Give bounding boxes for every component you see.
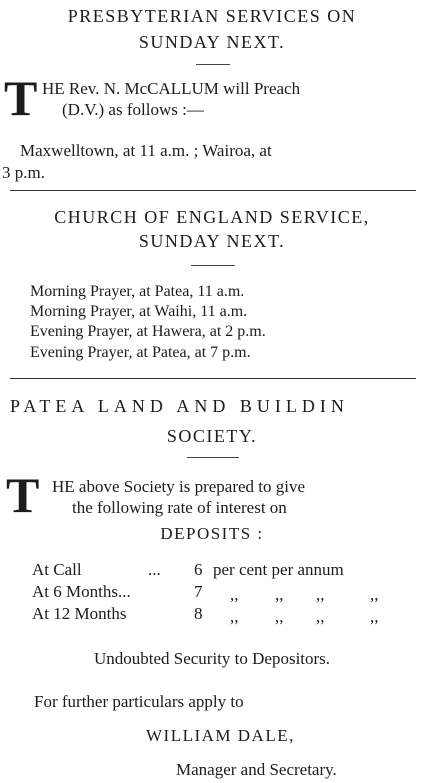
ditto-mark: ,,: [230, 607, 239, 626]
drop-cap: T: [6, 467, 40, 523]
ditto-mark: ,,: [275, 607, 284, 626]
ditto-mark: ,,: [316, 585, 325, 604]
presbyterian-heading-line1: PRESBYTERIAN SERVICES ON: [67, 6, 357, 26]
rate-term: At Call: [32, 560, 82, 579]
service-line: Morning Prayer, at Patea, 11 a.m.: [30, 283, 245, 300]
ditto-mark: ,,: [275, 585, 284, 604]
rate-dots: ...: [148, 560, 161, 579]
ditto-mark: ,,: [316, 607, 325, 626]
ditto-mark: ,,: [370, 585, 379, 604]
presbyterian-line3: Maxwelltown, at 11 a.m. ; Wairoa, at: [20, 141, 272, 160]
presbyterian-heading-line2: SUNDAY NEXT.: [138, 32, 286, 52]
manager-title: Manager and Secretary.: [176, 760, 337, 779]
rate-term: At 12 Months: [32, 604, 127, 623]
deposits-label: DEPOSITS :: [160, 524, 264, 543]
service-line: Morning Prayer, at Waihi, 11 a.m.: [30, 303, 248, 320]
presbyterian-line2: (D.V.) as follows :—: [62, 100, 204, 119]
ditto-mark: ,,: [230, 585, 239, 604]
society-line1: HE above Society is prepared to give: [52, 477, 306, 496]
section-rule: [10, 378, 416, 379]
short-divider: [187, 457, 239, 458]
society-heading-line2: SOCIETY.: [166, 426, 258, 446]
drop-cap: T: [4, 70, 38, 126]
manager-name: WILLIAM DALE,: [146, 726, 295, 745]
short-divider: [196, 64, 230, 65]
presbyterian-line4: 3 p.m.: [2, 163, 45, 182]
society-heading-line1: PATEA LAND AND BUILDIN: [10, 396, 349, 416]
presbyterian-line1: HE Rev. N. McCALLUM will Preach: [42, 79, 301, 98]
rate-value: 6: [194, 560, 203, 579]
rate-value: 8: [194, 604, 203, 623]
section-rule: [10, 190, 416, 191]
church-heading-line1: CHURCH OF ENGLAND SERVICE,: [54, 207, 370, 227]
security-line: Undoubted Security to Depositors.: [93, 649, 331, 668]
service-line: Evening Prayer, at Hawera, at 2 p.m.: [30, 323, 266, 340]
rate-unit: per cent per annum: [213, 560, 344, 579]
ditto-mark: ,,: [370, 607, 379, 626]
short-divider: [191, 265, 235, 266]
rate-value: 7: [194, 582, 203, 601]
church-heading-line2: SUNDAY NEXT.: [138, 231, 286, 251]
rate-term: At 6 Months...: [32, 582, 131, 601]
service-line: Evening Prayer, at Patea, at 7 p.m.: [30, 344, 251, 361]
society-line2: the following rate of interest on: [72, 498, 287, 517]
particulars-line: For further particulars apply to: [34, 692, 244, 711]
